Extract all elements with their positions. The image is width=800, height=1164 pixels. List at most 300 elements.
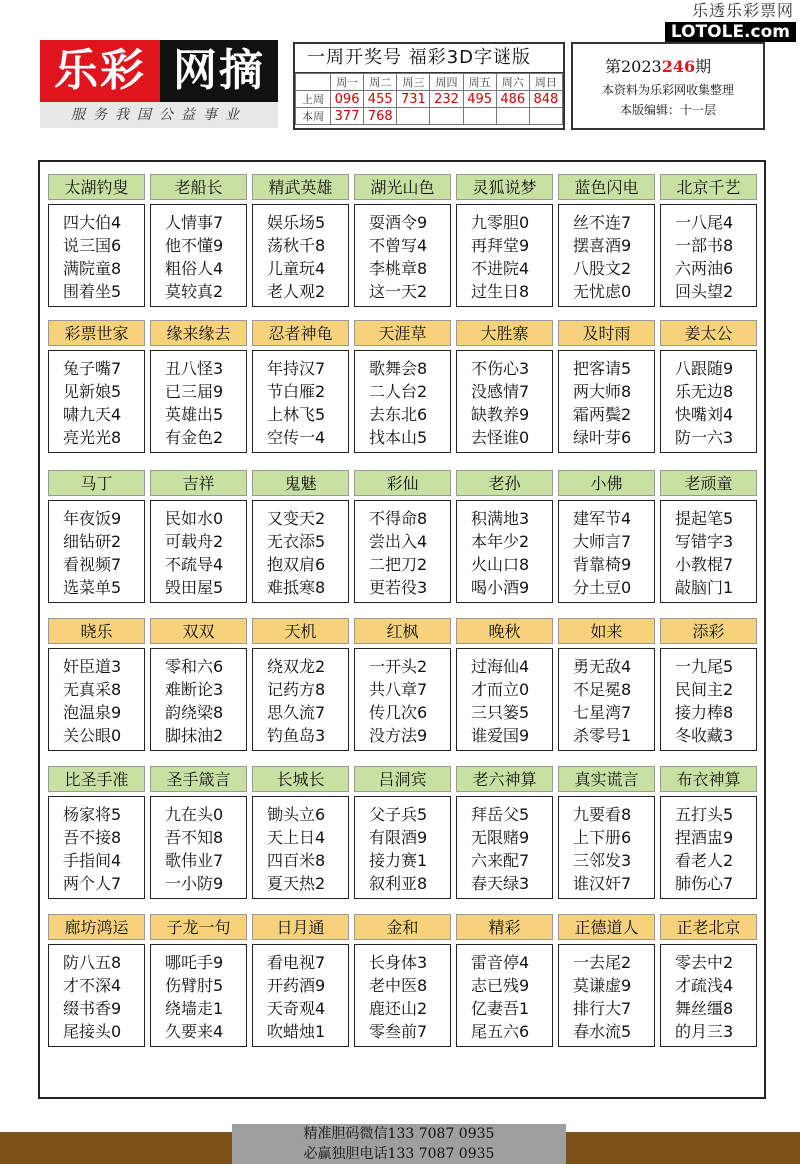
draw-table xyxy=(295,73,563,125)
riddle-body xyxy=(48,350,145,453)
riddle-line: 无真采8 xyxy=(63,680,122,699)
riddle-line: 年持汉7 xyxy=(267,359,326,378)
riddle-body xyxy=(456,944,553,1047)
riddle-line: 上下册6 xyxy=(573,828,632,847)
riddle-body xyxy=(354,500,451,603)
riddle-body xyxy=(150,500,247,603)
riddle-cell xyxy=(558,174,655,308)
riddle-cell xyxy=(354,320,451,454)
riddle-body xyxy=(558,648,655,751)
logo xyxy=(40,40,278,128)
riddle-cell xyxy=(48,618,145,752)
riddle-cell xyxy=(558,320,655,454)
riddle-author: 及时雨 xyxy=(558,320,655,346)
riddle-line: 无忧虑0 xyxy=(573,282,632,301)
riddle-line: 不得命8 xyxy=(369,509,428,528)
riddle-line: 四大伯4 xyxy=(63,213,122,232)
riddle-body xyxy=(150,944,247,1047)
riddle-body xyxy=(558,204,655,307)
riddle-cell xyxy=(150,766,247,900)
riddle-line: 伤臂肘5 xyxy=(165,976,224,995)
riddle-line: 父子兵5 xyxy=(369,805,428,824)
riddle-author: 吉祥 xyxy=(150,470,247,496)
riddle-line: 勇无敌4 xyxy=(573,657,632,676)
riddle-line: 共八章7 xyxy=(369,680,428,699)
riddle-line: 四百米8 xyxy=(267,851,326,870)
riddle-line: 一去尾2 xyxy=(573,953,632,972)
riddle-cell xyxy=(660,914,757,1048)
riddle-body xyxy=(48,204,145,307)
riddle-line: 不伤心3 xyxy=(471,359,530,378)
riddle-line: 一小防9 xyxy=(165,874,224,893)
draw-results-box xyxy=(293,42,565,130)
riddle-line: 不疏导4 xyxy=(165,555,224,574)
riddle-line: 志已残9 xyxy=(471,976,530,995)
riddle-line: 见新娘5 xyxy=(63,382,122,401)
riddle-line: 毁田屋5 xyxy=(165,578,224,597)
riddle-body xyxy=(354,944,451,1047)
day-label: 周一 xyxy=(331,74,364,91)
riddle-body xyxy=(252,944,349,1047)
riddle-body xyxy=(558,944,655,1047)
riddle-line: 他不懂9 xyxy=(165,236,224,255)
riddle-cell xyxy=(252,914,349,1048)
riddle-author: 金和 xyxy=(354,914,451,940)
riddle-line: 有限酒9 xyxy=(369,828,428,847)
riddle-line: 难断论3 xyxy=(165,680,224,699)
riddle-cell xyxy=(660,174,757,308)
draw-number: 495 xyxy=(463,91,496,108)
riddle-line: 把客请5 xyxy=(573,359,632,378)
riddle-cell xyxy=(150,470,247,604)
riddle-line: 去东北6 xyxy=(369,405,428,424)
riddle-cell xyxy=(252,470,349,604)
draw-number xyxy=(430,108,463,125)
riddle-line: 泡温泉9 xyxy=(63,703,122,722)
riddle-author: 湖光山色 xyxy=(354,174,451,200)
riddle-line: 夏天热2 xyxy=(267,874,326,893)
logo-text-2: 网摘 xyxy=(160,40,278,102)
riddle-line: 传几次6 xyxy=(369,703,428,722)
riddle-line: 缀书香9 xyxy=(63,999,122,1018)
riddle-author: 精彩 xyxy=(456,914,553,940)
riddle-cell xyxy=(48,470,145,604)
riddle-line: 记药方8 xyxy=(267,680,326,699)
watermark xyxy=(665,0,796,42)
logo-text-1: 乐彩 xyxy=(40,40,160,102)
riddle-line: 民间主2 xyxy=(675,680,734,699)
riddle-line: 八股文2 xyxy=(573,259,632,278)
riddle-body xyxy=(252,350,349,453)
draw-number: 848 xyxy=(529,91,562,108)
riddle-body xyxy=(456,500,553,603)
riddle-body xyxy=(660,204,757,307)
riddle-author: 灵狐说梦 xyxy=(456,174,553,200)
riddle-body xyxy=(48,648,145,751)
riddle-cell xyxy=(456,470,553,604)
riddle-cell xyxy=(456,914,553,1048)
riddle-line: 一八尾4 xyxy=(675,213,734,232)
riddle-line: 大师言7 xyxy=(573,532,632,551)
riddle-body xyxy=(558,796,655,899)
draw-number xyxy=(529,108,562,125)
riddle-author: 天机 xyxy=(252,618,349,644)
riddle-body xyxy=(252,796,349,899)
riddle-cell xyxy=(150,174,247,308)
riddle-line: 吾不知8 xyxy=(165,828,224,847)
riddle-line: 已三届9 xyxy=(165,382,224,401)
riddle-line: 八跟随9 xyxy=(675,359,734,378)
riddle-author: 吕洞宾 xyxy=(354,766,451,792)
riddle-line: 去怪谁0 xyxy=(471,428,530,447)
riddle-body xyxy=(660,796,757,899)
riddle-body xyxy=(354,648,451,751)
riddle-line: 哪吒手9 xyxy=(165,953,224,972)
riddle-line: 两大师8 xyxy=(573,382,632,401)
riddle-line: 老人观2 xyxy=(267,282,326,301)
riddle-line: 本年少2 xyxy=(471,532,530,551)
riddle-line: 老中医8 xyxy=(369,976,428,995)
riddle-line: 捏酒盅9 xyxy=(675,828,734,847)
riddle-body xyxy=(456,350,553,453)
riddle-line: 过海仙4 xyxy=(471,657,530,676)
riddle-cell xyxy=(354,618,451,752)
riddle-line: 的月三3 xyxy=(675,1022,734,1041)
riddle-cell xyxy=(660,320,757,454)
riddle-author: 姜太公 xyxy=(660,320,757,346)
riddle-body xyxy=(558,350,655,453)
riddle-line: 歌舞会8 xyxy=(369,359,428,378)
day-label: 周四 xyxy=(430,74,463,91)
riddle-line: 尝出入4 xyxy=(369,532,428,551)
riddle-author: 红枫 xyxy=(354,618,451,644)
riddle-line: 年夜饭9 xyxy=(63,509,122,528)
riddle-author: 鬼魅 xyxy=(252,470,349,496)
riddle-line: 亮光光8 xyxy=(63,428,122,447)
riddle-body xyxy=(660,350,757,453)
riddle-line: 回头望2 xyxy=(675,282,734,301)
last-week-label: 上周 xyxy=(296,91,331,108)
riddle-line: 二把刀2 xyxy=(369,555,428,574)
riddle-line: 过生日8 xyxy=(471,282,530,301)
riddle-author: 布衣神算 xyxy=(660,766,757,792)
riddle-line: 不足冕8 xyxy=(573,680,632,699)
riddle-line: 天奇观4 xyxy=(267,999,326,1018)
riddle-line: 杀零号1 xyxy=(573,726,632,745)
draw-number: 768 xyxy=(364,108,397,125)
riddle-body xyxy=(660,500,757,603)
riddle-author: 彩仙 xyxy=(354,470,451,496)
riddle-line: 积满地3 xyxy=(471,509,530,528)
riddle-line: 英雄出5 xyxy=(165,405,224,424)
riddle-line: 再拜堂9 xyxy=(471,236,530,255)
this-week-label: 本周 xyxy=(296,108,331,125)
riddle-line: 雷音停4 xyxy=(471,953,530,972)
riddle-body xyxy=(48,500,145,603)
draw-number: 377 xyxy=(331,108,364,125)
riddle-line: 九在头0 xyxy=(165,805,224,824)
riddle-line: 绕双龙2 xyxy=(267,657,326,676)
riddle-line: 锄头立6 xyxy=(267,805,326,824)
riddle-line: 看视频7 xyxy=(63,555,122,574)
draw-number: 486 xyxy=(496,91,529,108)
riddle-author: 子龙一句 xyxy=(150,914,247,940)
riddle-line: 钓鱼岛3 xyxy=(267,726,326,745)
riddle-line: 提起笔5 xyxy=(675,509,734,528)
riddle-body xyxy=(558,500,655,603)
draw-number: 096 xyxy=(331,91,364,108)
riddle-line: 无限赌9 xyxy=(471,828,530,847)
riddle-body xyxy=(456,204,553,307)
riddle-author: 比圣手准 xyxy=(48,766,145,792)
riddle-body xyxy=(456,648,553,751)
riddle-line: 娱乐场5 xyxy=(267,213,326,232)
riddle-author: 老六神算 xyxy=(456,766,553,792)
riddle-line: 亿妻吾1 xyxy=(471,999,530,1018)
riddle-cell xyxy=(252,766,349,900)
riddle-line: 七星湾7 xyxy=(573,703,632,722)
riddle-line: 找本山5 xyxy=(369,428,428,447)
riddle-line: 看老人2 xyxy=(675,851,734,870)
riddle-author: 正德道人 xyxy=(558,914,655,940)
riddle-body xyxy=(252,204,349,307)
riddle-line: 零去中2 xyxy=(675,953,734,972)
riddle-line: 缺教养9 xyxy=(471,405,530,424)
riddle-cell xyxy=(48,320,145,454)
riddle-author: 老顽童 xyxy=(660,470,757,496)
riddle-line: 叙利亚8 xyxy=(369,874,428,893)
riddle-line: 春水流5 xyxy=(573,1022,632,1041)
riddle-cell xyxy=(252,618,349,752)
riddle-author: 圣手箴言 xyxy=(150,766,247,792)
riddle-line: 建军节4 xyxy=(573,509,632,528)
riddle-line: 舞丝缰8 xyxy=(675,999,734,1018)
riddle-author: 小佛 xyxy=(558,470,655,496)
riddle-author: 蓝色闪电 xyxy=(558,174,655,200)
riddle-line: 吹蜡烛1 xyxy=(267,1022,326,1041)
riddle-line: 丝不连7 xyxy=(573,213,632,232)
riddle-line: 绕墙走1 xyxy=(165,999,224,1018)
riddle-line: 这一天2 xyxy=(369,282,428,301)
riddle-cell xyxy=(558,470,655,604)
riddle-line: 火山口8 xyxy=(471,555,530,574)
riddle-line: 开药酒9 xyxy=(267,976,326,995)
riddle-line: 人情事7 xyxy=(165,213,224,232)
contact-line-phone: 必赢独胆电话133 7087 0935 xyxy=(303,1146,495,1162)
draw-number xyxy=(463,108,496,125)
riddle-cell xyxy=(456,766,553,900)
riddle-line: 奸臣道3 xyxy=(63,657,122,676)
riddle-line: 乐无边8 xyxy=(675,382,734,401)
riddle-line: 歌伟业7 xyxy=(165,851,224,870)
riddle-line: 春天绿3 xyxy=(471,874,530,893)
riddle-body xyxy=(660,944,757,1047)
riddle-line: 有金色2 xyxy=(165,428,224,447)
logo-slogan: 服务我国公益事业 xyxy=(40,102,278,128)
riddle-line: 九零胆0 xyxy=(471,213,530,232)
riddle-body xyxy=(48,944,145,1047)
riddle-line: 空传一4 xyxy=(267,428,326,447)
riddle-line: 五打头5 xyxy=(675,805,734,824)
watermark-text: 乐透乐彩票网 xyxy=(665,0,796,22)
riddle-line: 一开头2 xyxy=(369,657,428,676)
riddle-cell xyxy=(48,174,145,308)
riddle-line: 鹿还山2 xyxy=(369,999,428,1018)
riddle-line: 不进院4 xyxy=(471,259,530,278)
riddle-line: 背靠椅9 xyxy=(573,555,632,574)
riddle-cell xyxy=(456,618,553,752)
issue-editor: 本版编辑：十一层 xyxy=(619,103,716,117)
riddle-line: 零和六6 xyxy=(165,657,224,676)
riddle-author: 日月通 xyxy=(252,914,349,940)
riddle-author: 天涯草 xyxy=(354,320,451,346)
riddle-line: 二人台2 xyxy=(369,382,428,401)
riddle-line: 接力棒8 xyxy=(675,703,734,722)
riddle-cell xyxy=(456,174,553,308)
riddle-body xyxy=(150,648,247,751)
day-label: 周三 xyxy=(397,74,430,91)
riddle-line: 才而立0 xyxy=(471,680,530,699)
riddle-author: 精武英雄 xyxy=(252,174,349,200)
riddle-line: 长身体3 xyxy=(369,953,428,972)
riddle-author: 晚秋 xyxy=(456,618,553,644)
riddle-line: 不曾写4 xyxy=(369,236,428,255)
riddle-author: 老孙 xyxy=(456,470,553,496)
riddle-line: 手指间4 xyxy=(63,851,122,870)
issue-number: 第2023246期 xyxy=(605,57,712,76)
riddle-line: 更若役3 xyxy=(369,578,428,597)
riddle-line: 思久流7 xyxy=(267,703,326,722)
riddle-line: 六两油6 xyxy=(675,259,734,278)
riddle-line: 尾五六6 xyxy=(471,1022,530,1041)
riddle-line: 霜两鬓2 xyxy=(573,405,632,424)
riddle-line: 谁汉奸7 xyxy=(573,874,632,893)
riddle-line: 冬收藏3 xyxy=(675,726,734,745)
riddle-line: 久要来4 xyxy=(165,1022,224,1041)
riddle-author: 如来 xyxy=(558,618,655,644)
riddle-line: 防八五8 xyxy=(63,953,122,972)
riddle-body xyxy=(48,796,145,899)
riddle-line: 荡秋千8 xyxy=(267,236,326,255)
riddle-author: 太湖钓叟 xyxy=(48,174,145,200)
riddle-body xyxy=(354,796,451,899)
day-label: 周六 xyxy=(496,74,529,91)
riddle-line: 敲脑门1 xyxy=(675,578,734,597)
riddle-line: 三邻发3 xyxy=(573,851,632,870)
riddle-cell xyxy=(150,320,247,454)
riddle-line: 啸九天4 xyxy=(63,405,122,424)
riddle-line: 民如水0 xyxy=(165,509,224,528)
issue-box xyxy=(571,42,765,130)
riddle-body xyxy=(354,350,451,453)
riddle-author: 大胜寨 xyxy=(456,320,553,346)
day-label: 周二 xyxy=(364,74,397,91)
riddle-line: 韵绕梁8 xyxy=(165,703,224,722)
riddle-line: 李桃章8 xyxy=(369,259,428,278)
riddle-line: 喝小酒9 xyxy=(471,578,530,597)
riddle-body xyxy=(150,350,247,453)
riddle-cell xyxy=(252,320,349,454)
riddle-body xyxy=(660,648,757,751)
draw-number: 455 xyxy=(364,91,397,108)
riddle-author: 缘来缘去 xyxy=(150,320,247,346)
riddle-author: 老船长 xyxy=(150,174,247,200)
riddle-line: 选菜单5 xyxy=(63,578,122,597)
riddle-body xyxy=(150,796,247,899)
riddle-line: 丑八怪3 xyxy=(165,359,224,378)
riddle-line: 可载舟2 xyxy=(165,532,224,551)
riddle-body xyxy=(354,204,451,307)
riddle-line: 围着坐5 xyxy=(63,282,122,301)
riddle-cell xyxy=(354,914,451,1048)
riddle-cell xyxy=(150,618,247,752)
riddle-line: 尾接头0 xyxy=(63,1022,122,1041)
draw-number: 232 xyxy=(430,91,463,108)
riddle-line: 没方法9 xyxy=(369,726,428,745)
riddle-cell xyxy=(558,914,655,1048)
riddle-author: 北京千艺 xyxy=(660,174,757,200)
day-label: 周日 xyxy=(529,74,562,91)
riddle-line: 兔子嘴7 xyxy=(63,359,122,378)
riddle-author: 马丁 xyxy=(48,470,145,496)
issue-source-note: 本资料为乐彩网收集整理 xyxy=(601,83,734,97)
riddle-line: 关公眼0 xyxy=(63,726,122,745)
draw-title: 一周开奖号 福彩3D字谜版 xyxy=(295,44,563,73)
riddle-author: 廊坊鸿运 xyxy=(48,914,145,940)
riddle-line: 儿童玩4 xyxy=(267,259,326,278)
riddle-line: 一部书8 xyxy=(675,236,734,255)
riddle-line: 细钻研2 xyxy=(63,532,122,551)
riddle-author: 双双 xyxy=(150,618,247,644)
riddle-line: 吾不接8 xyxy=(63,828,122,847)
riddle-cell xyxy=(660,618,757,752)
contact-line-wechat: 精准胆码微信133 7087 0935 xyxy=(303,1126,495,1142)
draw-number xyxy=(496,108,529,125)
riddle-author: 正老北京 xyxy=(660,914,757,940)
contact-box xyxy=(232,1124,566,1164)
riddle-body xyxy=(252,500,349,603)
riddle-body xyxy=(150,204,247,307)
riddle-line: 绿叶芽6 xyxy=(573,428,632,447)
riddle-cell xyxy=(48,766,145,900)
riddle-cell xyxy=(354,174,451,308)
riddle-line: 上林飞5 xyxy=(267,405,326,424)
draw-number xyxy=(397,108,430,125)
riddle-line: 拜岳父5 xyxy=(471,805,530,824)
riddle-body xyxy=(456,796,553,899)
riddle-cell xyxy=(558,618,655,752)
riddle-body xyxy=(252,648,349,751)
riddle-line: 抱双肩6 xyxy=(267,555,326,574)
riddle-line: 满院童8 xyxy=(63,259,122,278)
riddle-cell xyxy=(558,766,655,900)
riddle-line: 没感情7 xyxy=(471,382,530,401)
riddle-line: 耍酒令9 xyxy=(369,213,428,232)
riddle-author: 晓乐 xyxy=(48,618,145,644)
riddle-line: 写错字3 xyxy=(675,532,734,551)
riddle-line: 莫较真2 xyxy=(165,282,224,301)
riddle-line: 脚抹油2 xyxy=(165,726,224,745)
riddle-line: 节白雁2 xyxy=(267,382,326,401)
riddle-line: 无衣添5 xyxy=(267,532,326,551)
riddle-line: 才不深4 xyxy=(63,976,122,995)
riddle-line: 两个人7 xyxy=(63,874,122,893)
riddle-line: 才疏浅4 xyxy=(675,976,734,995)
riddle-line: 看电视7 xyxy=(267,953,326,972)
riddle-line: 一九尾5 xyxy=(675,657,734,676)
riddle-line: 又变天2 xyxy=(267,509,326,528)
riddle-cell xyxy=(354,470,451,604)
